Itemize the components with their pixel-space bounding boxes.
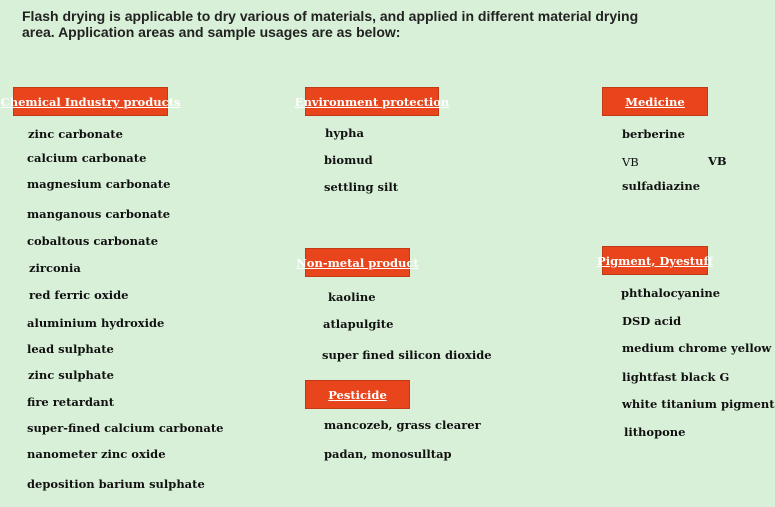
list-item: zirconia <box>29 261 81 275</box>
list-item: zinc sulphate <box>28 368 114 382</box>
section-header-environment: Environment protection <box>305 87 439 116</box>
list-item: berberine <box>622 127 685 141</box>
list-item: nanometer zinc oxide <box>27 447 166 461</box>
list-item: aluminium hydroxide <box>27 316 165 330</box>
list-item: magnesium carbonate <box>27 177 171 191</box>
list-item: padan, monosulltap <box>324 447 452 461</box>
intro-text <box>22 8 642 40</box>
intro-line-2: area. Application areas and sample usages are as below: <box>22 24 401 40</box>
list-item: settling silt <box>324 180 399 194</box>
list-item: phthalocyanine <box>621 286 721 300</box>
list-item: DSD acid <box>622 314 682 328</box>
list-item: VB <box>708 154 727 168</box>
list-item: manganous carbonate <box>27 207 171 221</box>
list-item: biomud <box>324 153 373 167</box>
list-item: zinc carbonate <box>28 127 123 141</box>
list-item: atlapulgite <box>323 317 394 331</box>
list-item: kaoline <box>328 290 376 304</box>
list-item: super-fined calcium carbonate <box>27 421 224 435</box>
list-item: VB <box>622 155 639 169</box>
section-header-chemical: Chemical Industry products <box>13 87 168 116</box>
intro-line-1: Flash drying is applicable to dry various of materials, and applied in different material drying <box>22 8 639 24</box>
list-item: hypha <box>325 126 364 140</box>
section-header-nonmetal: Non-metal product <box>305 248 410 277</box>
list-item: mancozeb, grass clearer <box>324 418 481 432</box>
list-item: cobaltous carbonate <box>27 234 159 248</box>
list-item: fire retardant <box>27 395 115 409</box>
list-item: lead sulphate <box>27 342 114 356</box>
list-item: super fined silicon dioxide <box>322 348 492 362</box>
list-item: red ferric oxide <box>29 288 129 302</box>
list-item: lithopone <box>624 425 686 439</box>
list-item: white titanium pigment <box>622 397 775 411</box>
list-item: calcium carbonate <box>27 151 147 165</box>
section-header-medicine: Medicine <box>602 87 708 116</box>
section-header-pesticide: Pesticide <box>305 380 410 409</box>
list-item: deposition barium sulphate <box>27 477 205 491</box>
list-item: sulfadiazine <box>622 179 701 193</box>
list-item: lightfast black G <box>622 370 730 384</box>
section-header-pigment: Pigment, Dyestuff <box>602 246 708 275</box>
list-item: medium chrome yellow <box>622 341 772 355</box>
